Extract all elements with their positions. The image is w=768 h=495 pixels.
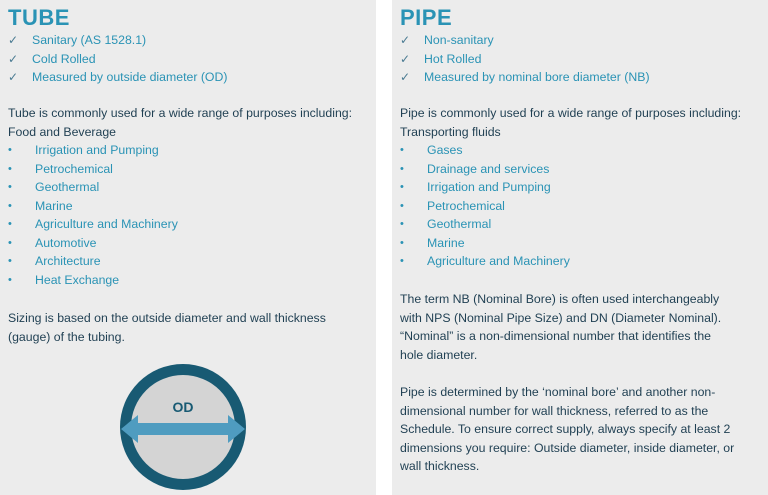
pipe-nb-text: The term NB (Nominal Bore) is often used interchangeably with NPS (Nominal Pipe Size) and DN (Diameter Nominal). “Nominal” is a non-dimensional number that identifies the hole diameter. [400,292,722,362]
list-item: • Geothermal [8,178,178,197]
list-item: • Geothermal [400,215,570,234]
list-item: • Automotive [8,234,178,253]
bullet-icon: • [8,162,12,175]
pipe-intro: Pipe is commonly used for a wide range of purposes including: Transporting fluids [400,106,742,139]
bullet-icon: • [8,273,12,286]
bullet-icon: • [8,199,12,212]
list-item: • Architecture [8,252,178,271]
check-icon: ✓ [400,70,411,84]
list-item: • Gases [400,141,570,160]
list-item: • Petrochemical [8,160,178,179]
pipe-title: PIPE [400,5,453,30]
list-item: • Agriculture and Machinery [400,252,570,271]
list-item: • Petrochemical [400,197,570,216]
tube-uses-list [8,141,178,289]
bullet-icon: • [400,144,404,156]
check-icon: ✓ [8,33,19,47]
pipe-uses-list [400,141,570,271]
bullet-icon: • [400,181,404,193]
list-item: • Marine [8,197,178,216]
list-item: • Heat Exchange [8,271,178,290]
pipe-feature: ✓ Hot Rolled [400,50,650,69]
bullet-icon: • [400,199,404,212]
tube-feature: ✓ Measured by outside diameter (OD) [8,68,227,87]
list-item: • Agriculture and Machinery [8,215,178,234]
od-diagram [118,362,248,492]
tube-panel [0,0,376,495]
list-item: • Irrigation and Pumping [8,141,178,160]
check-icon: ✓ [8,70,19,84]
list-item: • Irrigation and Pumping [400,178,570,197]
list-item: • Marine [400,234,570,253]
bullet-icon: • [8,218,12,230]
tube-intro: Tube is commonly used for a wide range of purposes including: Food and Beverage [8,106,353,139]
check-icon: ✓ [8,51,19,66]
check-icon: ✓ [400,33,411,47]
tube-feature: ✓ Cold Rolled [8,50,227,69]
bullet-icon: • [400,162,404,175]
bullet-icon: • [8,144,12,156]
pipe-schedule-text: Pipe is determined by the ‘nominal bore’ and another non- dimensional number for wall thickness, referred to as the Schedule. To ensure correct supply, always specify at least 2 dimensions you require: Outside diameter, inside diameter, or wall thickness. [400,385,735,473]
od-label: OD [172,399,194,415]
bullet-icon: • [400,236,404,249]
pipe-feature-list [400,31,650,87]
bullet-icon: • [8,255,12,267]
tube-feature: ✓ Sanitary (AS 1528.1) [8,31,227,50]
bullet-icon: • [400,218,404,230]
check-icon: ✓ [400,51,411,66]
bullet-icon: • [8,181,12,193]
tube-title: TUBE [8,5,70,30]
pipe-panel [392,0,768,495]
bullet-icon: • [8,236,12,249]
tube-feature-list [8,31,227,87]
pipe-feature: ✓ Non-sanitary [400,31,650,50]
bullet-icon: • [400,255,404,267]
tube-sizing-text: Sizing is based on the outside diameter and wall thickness (gauge) of the tubing. [8,311,326,344]
list-item: • Drainage and services [400,160,570,179]
pipe-feature: ✓ Measured by nominal bore diameter (NB) [400,68,650,87]
